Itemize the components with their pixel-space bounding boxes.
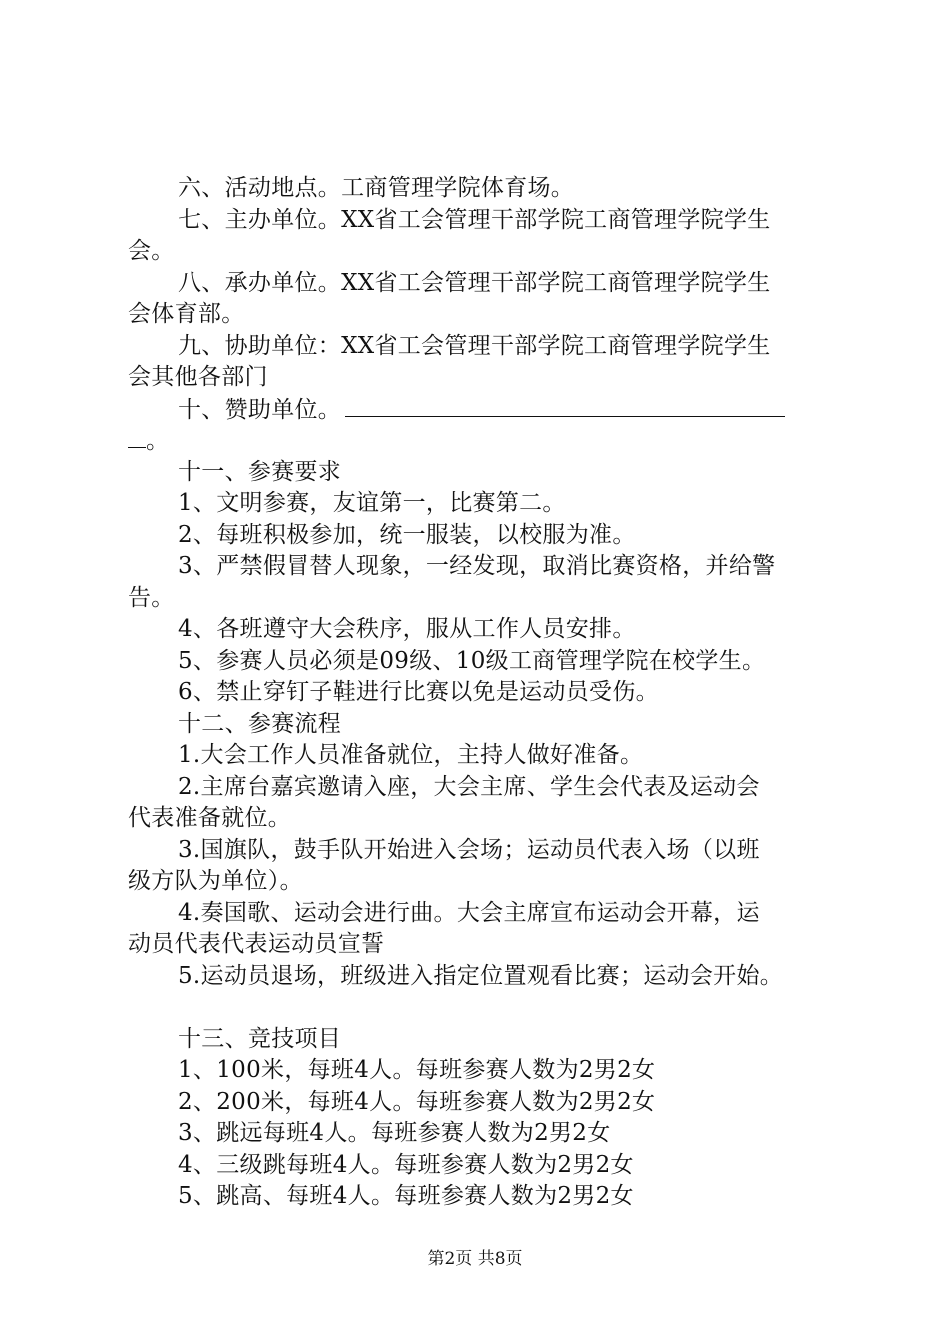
- blank-line: [128, 992, 838, 1024]
- section-heading: 十一、参赛要求: [178, 458, 342, 485]
- paragraph-line: 会体育部。: [128, 301, 245, 327]
- list-item: 2、每班积极参加，统一服装，以校服为准。: [178, 521, 636, 548]
- list-item-continuation: 动员代表代表运动员宣誓: [128, 931, 385, 957]
- paragraph-line: 七、主办单位。XX省工会管理干部学院工商管理学院学生: [178, 206, 771, 233]
- list-item: 2、200米，每班4人。每班参赛人数为2男2女: [178, 1088, 656, 1115]
- list-item: 4.奏国歌、运动会进行曲。大会主席宣布运动会开幕，运: [178, 899, 760, 926]
- sponsor-label: 十、赞助单位。: [178, 396, 342, 423]
- paragraph-line: 会。: [128, 238, 175, 264]
- list-item: 3、跳远每班4人。每班参赛人数为2男2女: [178, 1120, 611, 1146]
- paragraph-line: 会其他各部门: [128, 364, 268, 390]
- page-footer: 第2页 共8页: [427, 1249, 523, 1269]
- list-item-continuation: 告。: [128, 584, 175, 611]
- list-item: 1.大会工作人员准备就位，主持人做好准备。: [178, 742, 644, 768]
- list-item: 5.运动员退场，班级进入指定位置观看比赛；运动会开始。: [178, 962, 784, 989]
- sponsor-blank: [345, 394, 785, 417]
- list-item-continuation: 代表准备就位。: [128, 805, 292, 831]
- paragraph-line: 八、承办单位。XX省工会管理干部学院工商管理学院学生: [178, 269, 771, 296]
- list-item: 5、跳高、每班4人。每班参赛人数为2男2女: [178, 1183, 634, 1209]
- list-item: 6、禁止穿钉子鞋进行比赛以免是运动员受伤。: [178, 679, 659, 705]
- list-item: 1、100米，每班4人。每班参赛人数为2男2女: [178, 1057, 656, 1083]
- sponsor-blank-end: [128, 425, 146, 448]
- section-heading: 十二、参赛流程: [178, 710, 342, 737]
- list-item: 4、三级跳每班4人。每班参赛人数为2男2女: [178, 1151, 634, 1178]
- paragraph-line: 六、活动地点。工商管理学院体育场。: [178, 175, 575, 201]
- sponsor-line-end: [128, 425, 838, 457]
- paragraph-line: 九、协助单位：XX省工会管理干部学院工商管理学院学生: [178, 332, 771, 359]
- list-item: 1、文明参赛，友谊第一，比赛第二。: [178, 490, 566, 516]
- document-body: [128, 173, 838, 1213]
- list-item-continuation: 级方队为单位）。: [128, 868, 303, 894]
- list-item: 3.国旗队，鼓手队开始进入会场；运动员代表入场（以班: [178, 836, 760, 863]
- section-heading: 十三、竞技项目: [178, 1025, 342, 1052]
- list-item: 5、参赛人员必须是09级、10级工商管理学院在校学生。: [178, 647, 766, 674]
- sponsor-line: [128, 394, 838, 426]
- sponsor-end-text: 。: [146, 428, 170, 454]
- list-item: 3、严禁假冒替人现象，一经发现，取消比赛资格，并给警: [178, 553, 776, 579]
- list-item: 2.主席台嘉宾邀请入座，大会主席、学生会代表及运动会: [178, 773, 760, 800]
- list-item: 4、各班遵守大会秩序，服从工作人员安排。: [178, 616, 636, 642]
